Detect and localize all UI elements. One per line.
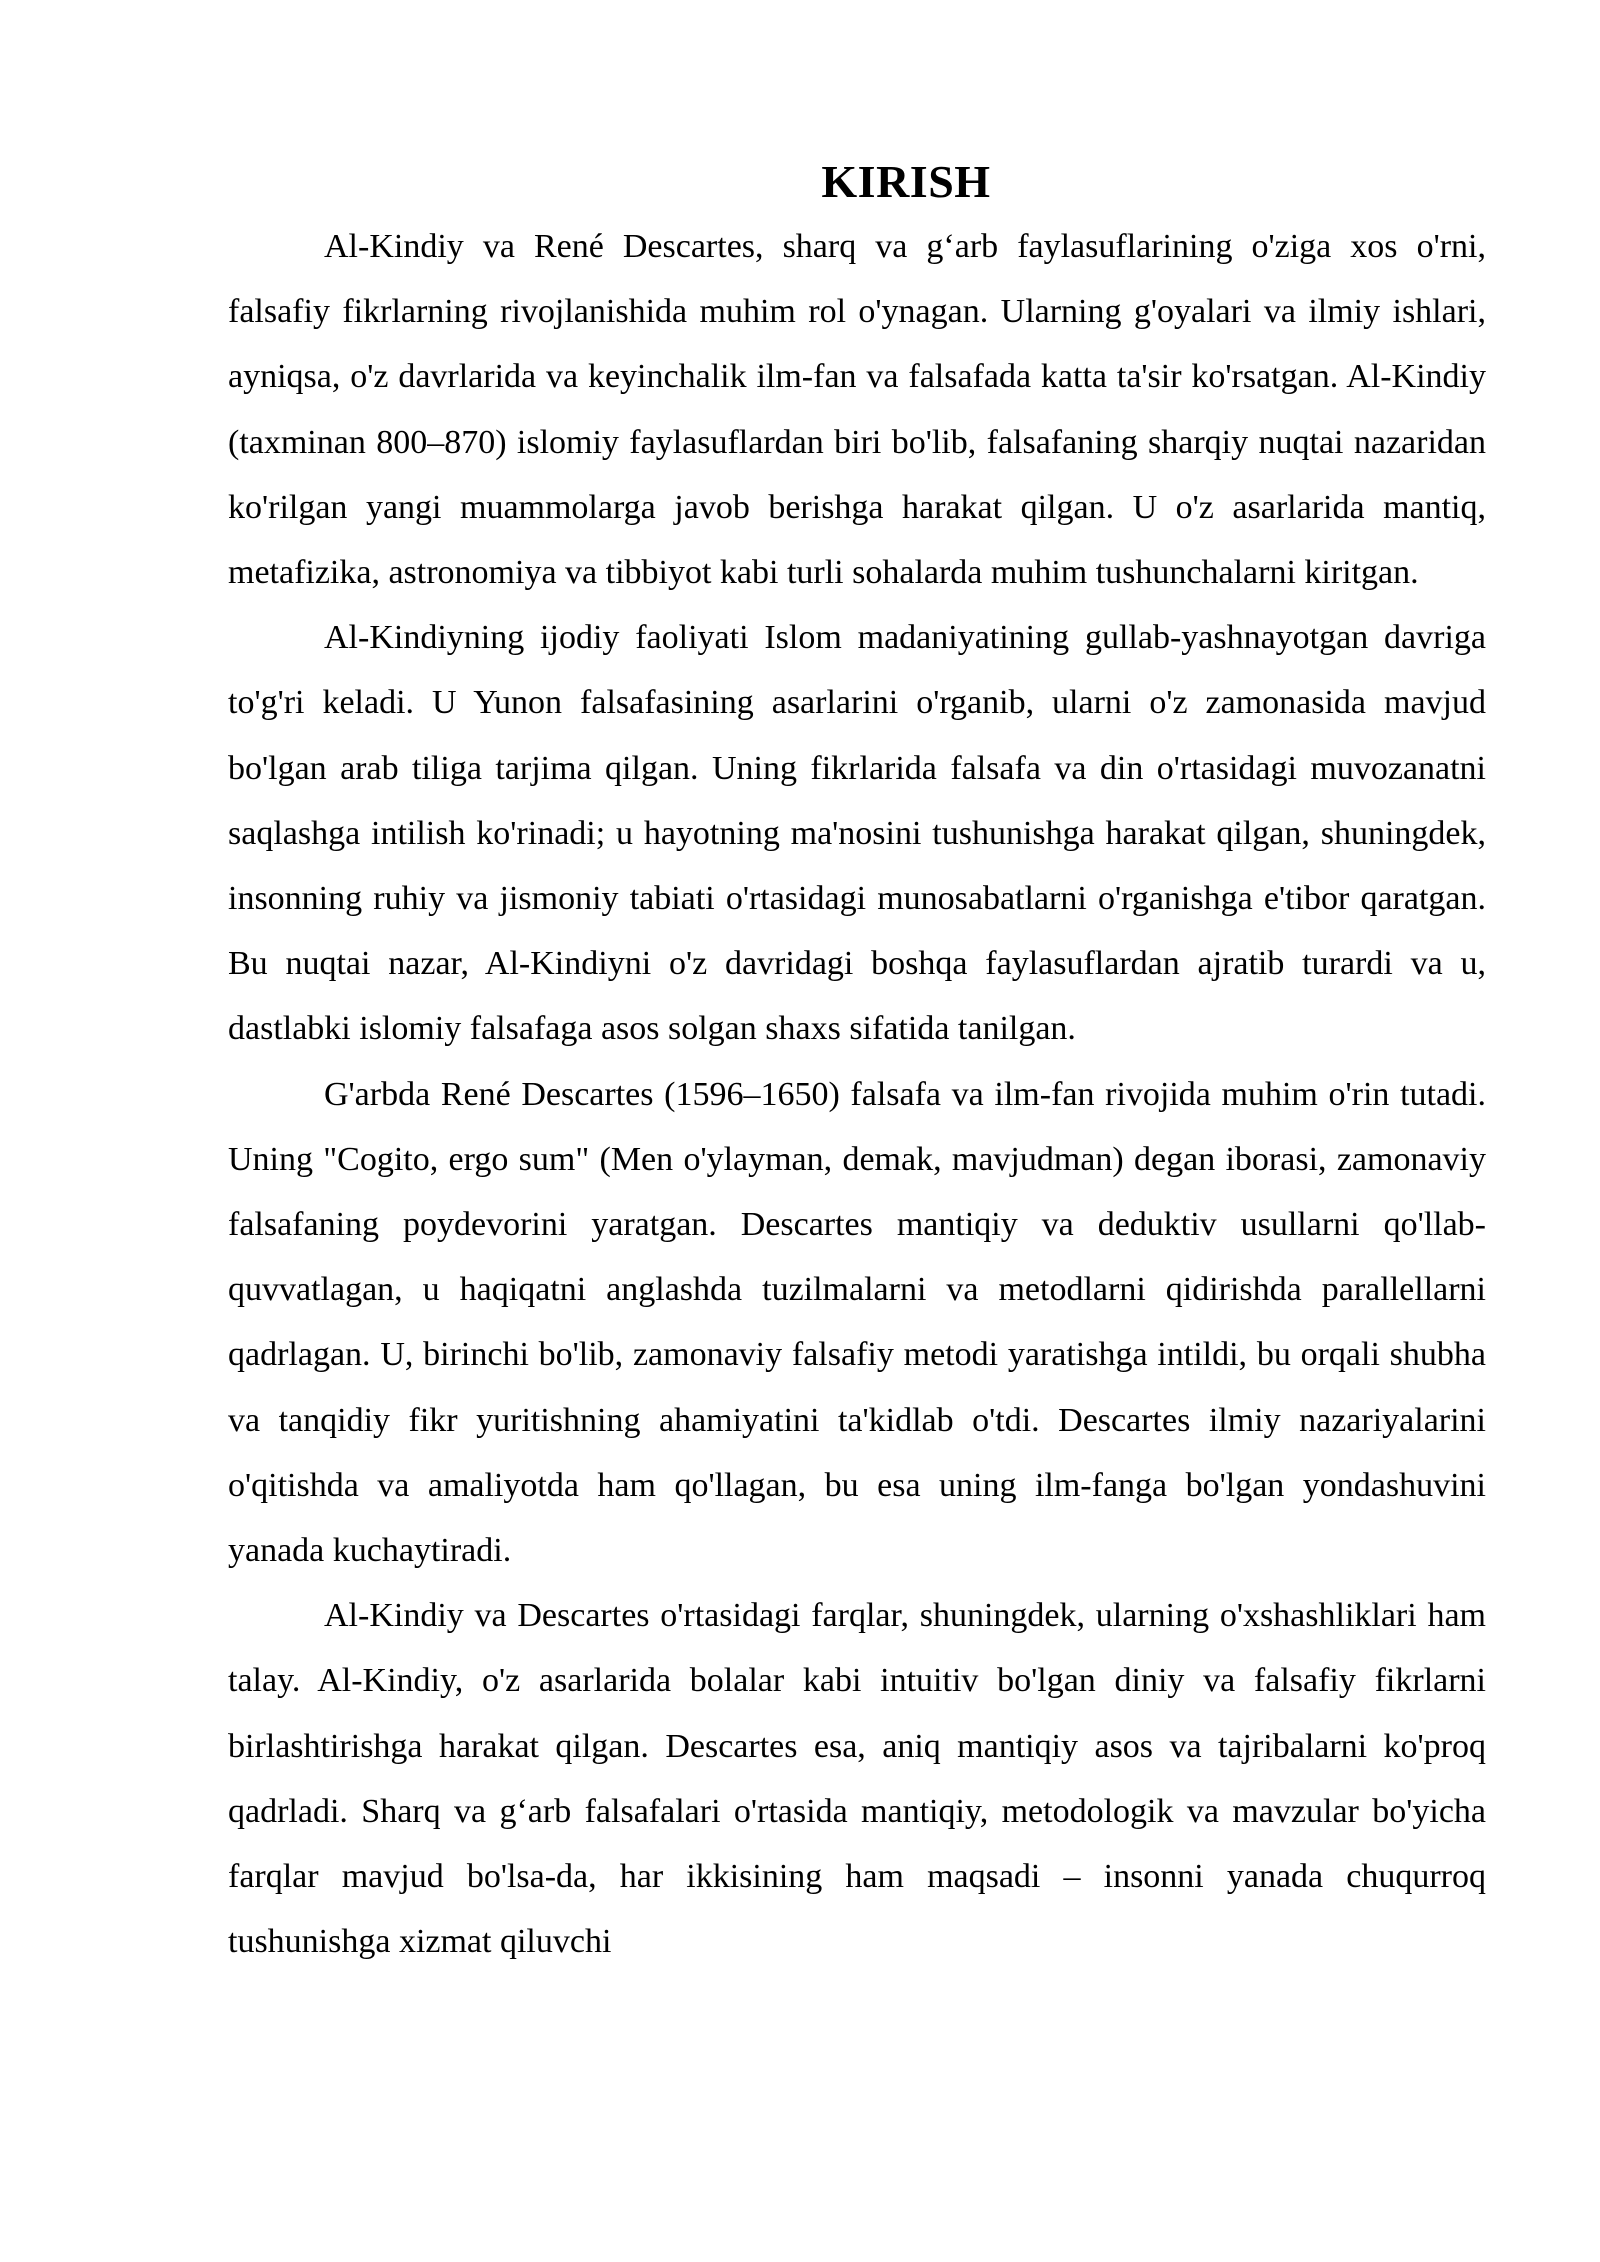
document-page [228, 150, 1486, 1974]
paragraph-1: Al-Kindiy va René Descartes, sharq va g‘arb faylasuflarining o'ziga xos o'rni, falsafiy fikrlarning rivojlanishida muhim rol o'ynagan. Ularning g'oyalari va ilmiy ishlari, ayniqsa, o'z davrlarida va keyinchalik ilm-fan va falsafada katta ta'sir ko'rsatgan. Al-Kindiy (taxminan 800–870) islomiy faylasuflardan biri bo'lib, falsafaning sharqiy nuqtai nazaridan ko'rilgan yangi muammolarga javob berishga harakat qilgan. U o'z asarlarida mantiq, metafizika, astronomiya va tibbiyot kabi turli sohalarda muhim tushunchalarni kiritgan. [228, 228, 1486, 592]
document-title: KIRISH [821, 156, 991, 207]
paragraph-3: G'arbda René Descartes (1596–1650) falsafa va ilm-fan rivojida muhim o'rin tutadi. Uning "Cogito, ergo sum" (Men o'ylayman, demak, mavjudman) degan iborasi, zamonaviy falsafaning poydevorini yaratgan. Descartes mantiqiy va deduktiv usullarni qo'llab-quvvatlagan, u haqiqatni anglashda tuzilmalarni va metodlarni qidirishda parallellarni qadrlagan. U, birinchi bo'lib, zamonaviy falsafiy metodi yaratishga intildi, bu orqali shubha va tanqidiy fikr yuritishning ahamiyatini ta'kidlab o'tdi. Descartes ilmiy nazariyalarini o'qitishda va amaliyotda ham qo'llagan, bu esa uning ilm-fanga bo'lgan yondashuvini yanada kuchaytiradi. [228, 1075, 1486, 1570]
paragraph-4: Al-Kindiy va Descartes o'rtasidagi farqlar, shuningdek, ularning o'xshashliklari ham talay. Al-Kindiy, o'z asarlarida bolalar kabi intuitiv bo'lgan diniy va falsafiy fikrlarni birlashtirishga harakat qilgan. Descartes esa, aniq mantiqiy asos va tajribalarni ko'proq qadrladi. Sharq va g‘arb falsafalari o'rtasida mantiqiy, metodologik va mavzular bo'yicha farqlar mavjud bo'lsa-da, har ikkisining ham maqsadi – insonni yanada chuqurroq tushunishga xizmat qiluvchi [228, 1597, 1486, 1961]
paragraph-2: Al-Kindiyning ijodiy faoliyati Islom madaniyatining gullab-yashnayotgan davriga to'g'ri keladi. U Yunon falsafasining asarlarini o'rganib, ularni o'z zamonasida mavjud bo'lgan arab tiliga tarjima qilgan. Uning fikrlarida falsafa va din o'rtasidagi muvozanatni saqlashga intilish ko'rinadi; u hayotning ma'nosini tushunishga harakat qilgan, shuningdek, insonning ruhiy va jismoniy tabiati o'rtasidagi munosabatlarni o'rganishga e'tibor qaratgan. Bu nuqtai nazar, Al-Kindiyni o'z davridagi boshqa faylasuflardan ajratib turardi va u, dastlabki islomiy falsafaga asos solgan shaxs sifatida tanilgan. [228, 619, 1486, 1048]
